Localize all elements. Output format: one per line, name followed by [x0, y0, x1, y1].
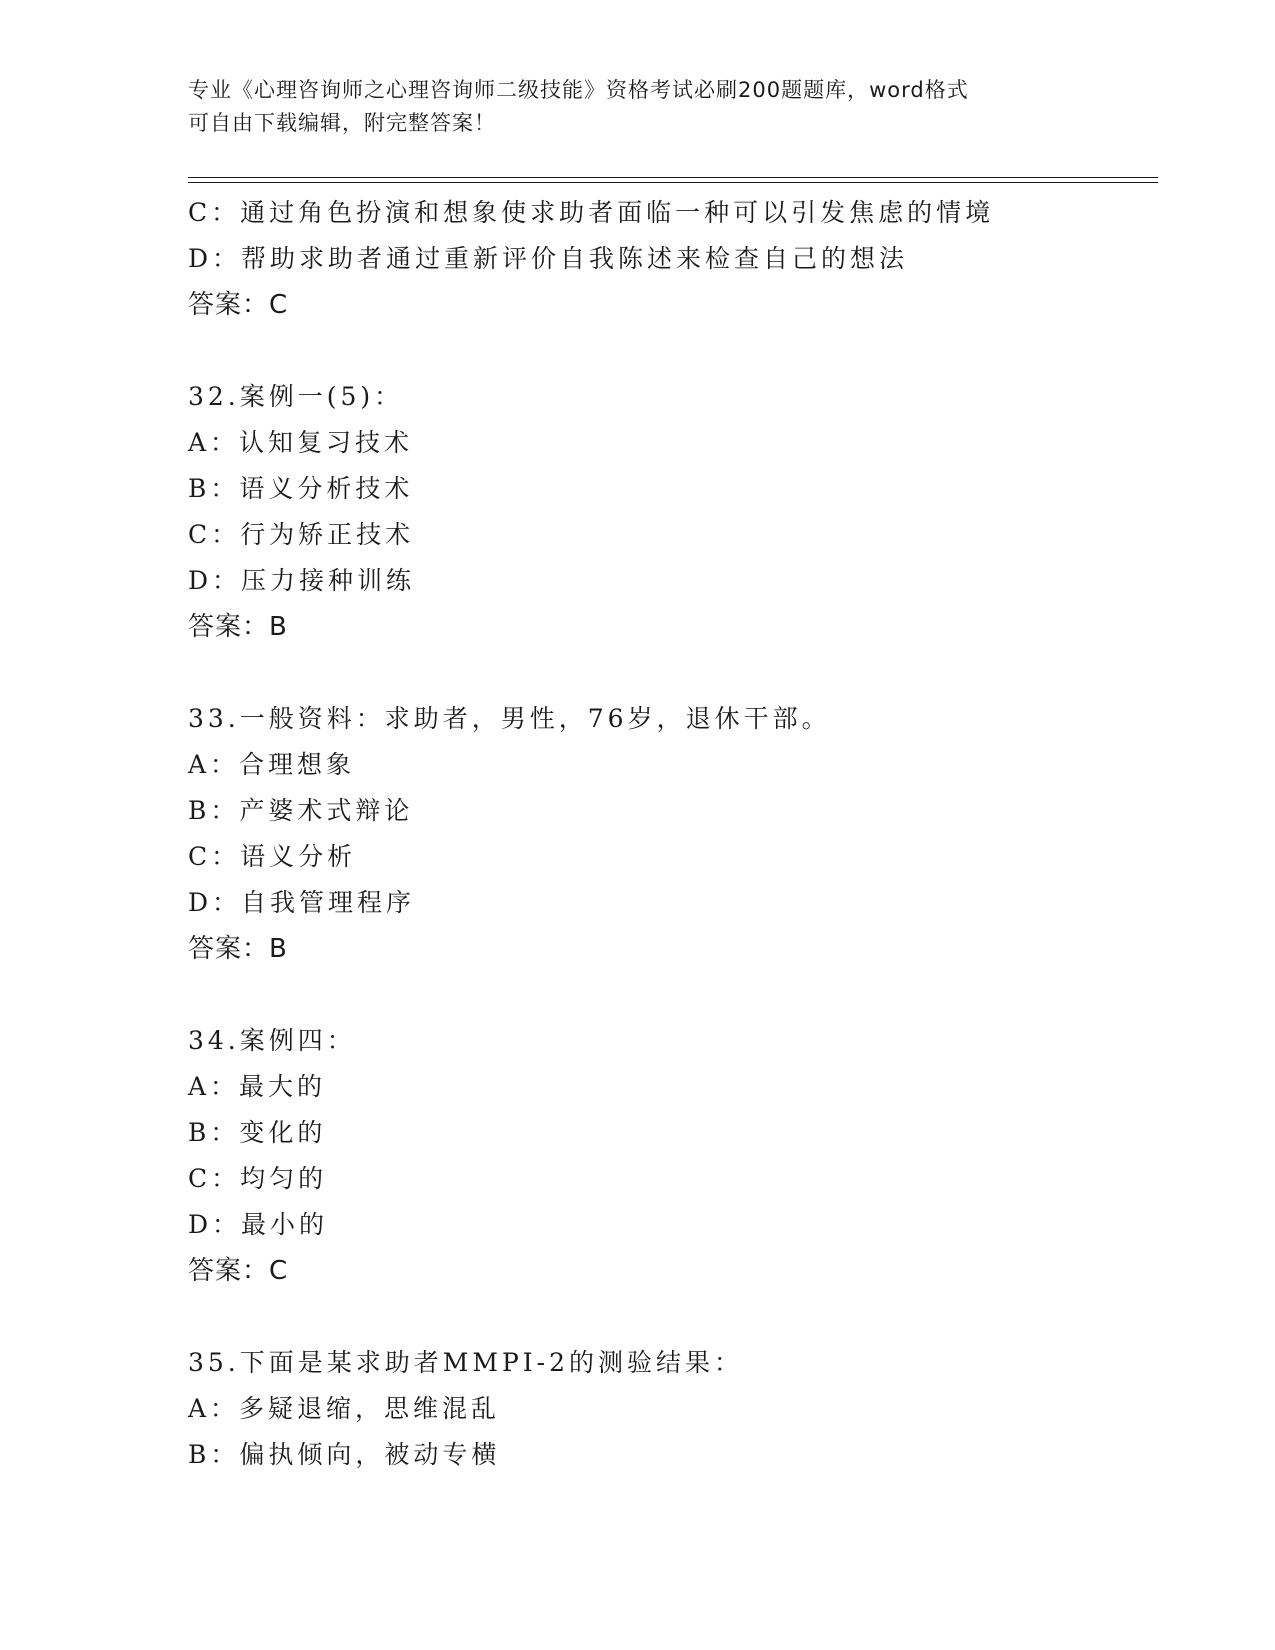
option-d: D：最小的 — [188, 1210, 329, 1239]
option-c: C：均匀的 — [188, 1164, 328, 1193]
question-title: 33.一般资料：求助者，男性，76岁，退休干部。 — [188, 704, 831, 733]
question-title: 32.案例一(5)： — [188, 382, 404, 411]
question-title: 34.案例四： — [188, 1026, 356, 1055]
answer-line: 答案：C — [188, 1256, 289, 1286]
document-header — [188, 74, 1088, 140]
option-d: D：自我管理程序 — [188, 888, 416, 917]
option-b: B：语义分析技术 — [188, 474, 414, 503]
option-a: A：多疑退缩，思维混乱 — [188, 1394, 501, 1423]
option-b: B：变化的 — [188, 1118, 327, 1147]
option-a: A：最大的 — [188, 1072, 327, 1101]
question-title: 35.下面是某求助者MMPI-2的测验结果： — [188, 1348, 744, 1377]
spacer — [188, 328, 1168, 374]
answer-line: 答案：B — [188, 934, 288, 964]
option-c: C：语义分析 — [188, 842, 357, 871]
option-d: D：压力接种训练 — [188, 566, 416, 595]
spacer — [188, 1294, 1168, 1340]
spacer — [188, 650, 1168, 696]
option-b: B：产婆术式辩论 — [188, 796, 414, 825]
header-line-1: 专业《心理咨询师之心理咨询师二级技能》资格考试必刷200题题库，word格式 — [188, 78, 969, 102]
answer-line: 答案：C — [188, 290, 289, 320]
spacer — [188, 972, 1168, 1018]
header-divider-top — [188, 177, 1158, 178]
option-c: C：行为矫正技术 — [188, 520, 415, 549]
header-divider-bottom — [188, 182, 1158, 183]
header-line-2: 可自由下载编辑，附完整答案！ — [188, 111, 496, 135]
answer-line: 答案：B — [188, 612, 288, 642]
option-a: A：认知复习技术 — [188, 428, 414, 457]
option-a: A：合理想象 — [188, 750, 356, 779]
option-c: C：通过角色扮演和想象使求助者面临一种可以引发焦虑的情境 — [188, 198, 995, 227]
option-b: B：偏执倾向，被动专横 — [188, 1440, 501, 1469]
question-list — [188, 190, 1168, 1478]
option-d: D：帮助求助者通过重新评价自我陈述来检查自己的想法 — [188, 244, 909, 273]
